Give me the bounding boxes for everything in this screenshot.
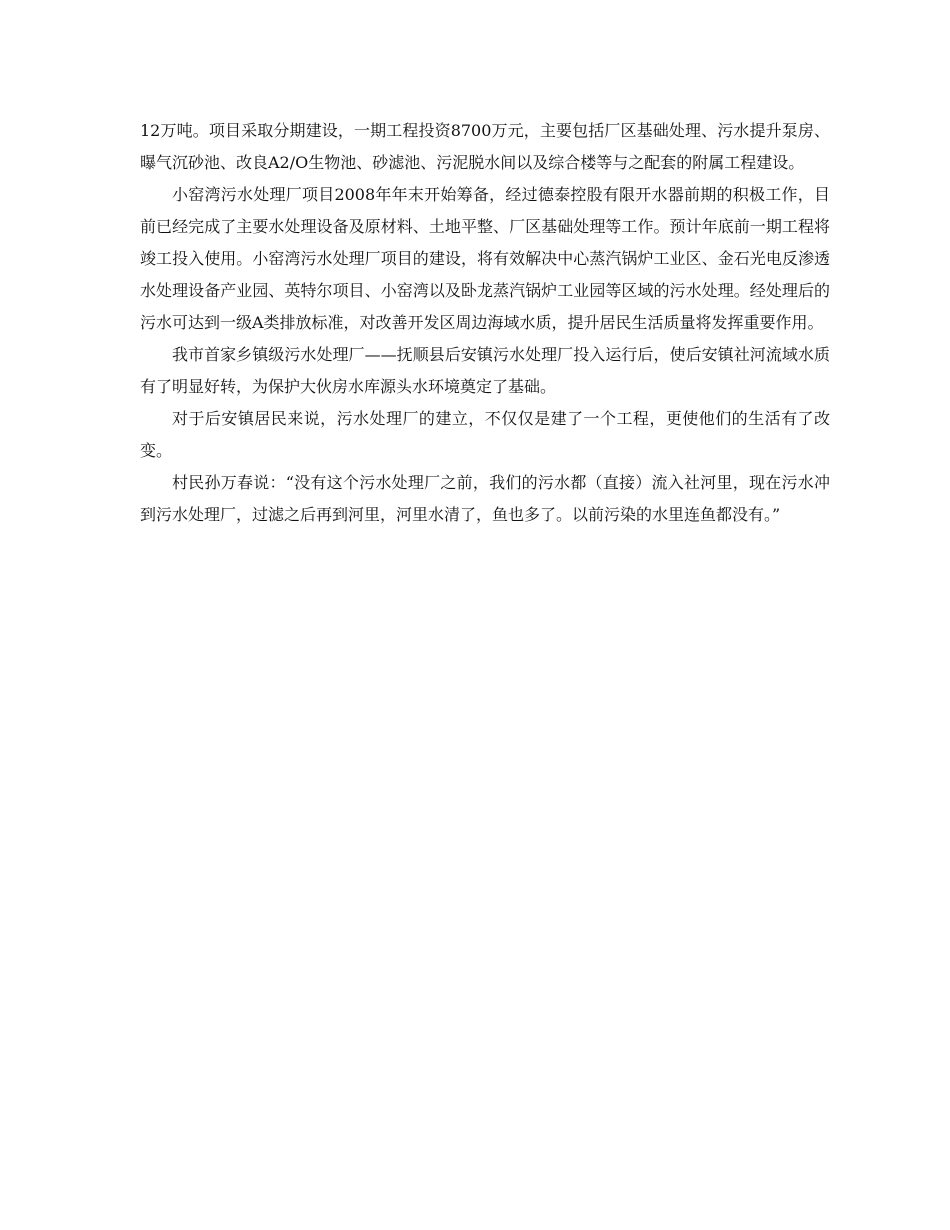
paragraph-residents: 对于后安镇居民来说，污水处理厂的建立，不仅仅是建了一个工程，更使他们的生活有了改变。	[140, 409, 830, 460]
paragraph-xiaoyaowan-plant: 小窑湾污水处理厂项目2008年年末开始筹备，经过德泰控股有限开水器前期的积极工作，目前已经完成了主要水处理设备及原材料、土地平整、厂区基础处理等工作。预计年底前一期工程将竣工投入使用。小窑湾污水处理厂项目的建设，将有效解决中心蒸汽锅炉工业区、金石光电反渗透水处理设备产业园、英特尔项目、小窑湾以及卧龙蒸汽锅炉工业园等区域的污水处理。经处理后的污水可达到一级A类排放标准，对改善开发区周边海域水质，提升居民生活质量将发挥重要作用。	[140, 185, 830, 332]
paragraph-villager-quote: 村民孙万春说：“没有这个污水处理厂之前，我们的污水都（直接）流入社河里，现在污水冲到污水处理厂，过滤之后再到河里，河里水清了，鱼也多了。以前污染的水里连鱼都没有。”	[140, 473, 830, 524]
document-body	[140, 115, 830, 531]
paragraph-project-overview: 12万吨。项目采取分期建设，一期工程投资8700万元，主要包括厂区基础处理、污水提升泵房、曝气沉砂池、改良A2/O生物池、砂滤池、污泥脱水间以及综合楼等与之配套的附属工程建设。	[140, 121, 830, 172]
paragraph-houan-plant: 我市首家乡镇级污水处理厂——抚顺县后安镇污水处理厂投入运行后，使后安镇社河流域水质有了明显好转，为保护大伙房水库源头水环境奠定了基础。	[140, 345, 830, 396]
